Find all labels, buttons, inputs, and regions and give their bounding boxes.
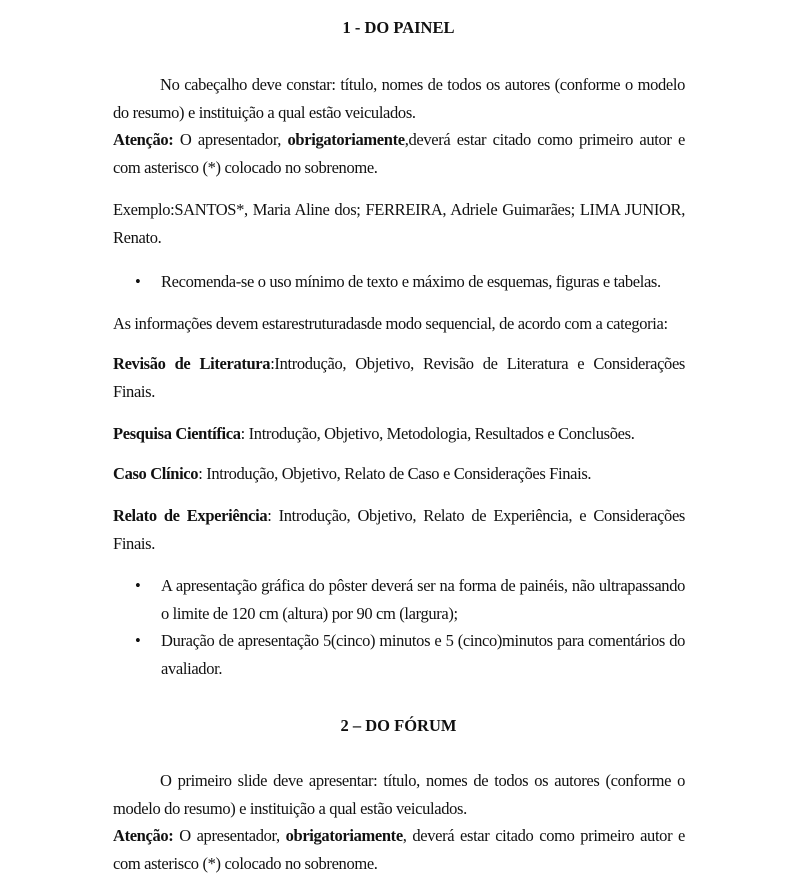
category-text: : Introdução, Objetivo, Relato de Caso e Considerações Finais. bbox=[198, 464, 592, 483]
section-2-title: 2 – DO FÓRUM bbox=[340, 716, 457, 735]
intro-paragraph: No cabeçalho deve constar: título, nomes de todos os autores (conforme o modelo do resumo) e instituição a qual estão veiculados. bbox=[113, 75, 685, 122]
intro-paragraph: O primeiro slide deve apresentar: título, nomes de todos os autores (conforme o modelo do resumo) e instituição a qual estão veiculados. bbox=[113, 771, 685, 818]
attention-text: O apresentador, bbox=[173, 130, 288, 150]
category-label: Caso Clínico bbox=[113, 464, 199, 483]
category-label: Relato de Experiência bbox=[113, 506, 268, 525]
category-text: : Introdução, Objetivo, Metodologia, Resultados e Conclusões. bbox=[240, 424, 635, 443]
section-1-intro bbox=[113, 71, 685, 181]
category-relato bbox=[113, 502, 685, 557]
attention-text: , deverá estar citado como primeiro autor e com asterisco (*) colocado no sobrenome. bbox=[113, 826, 685, 873]
bullet-item: • A apresentação gráfica do pôster deverá ser na forma de painéis, não ultrapassando o limite de 120 cm (altura) por 90 cm (largura); bbox=[113, 572, 685, 627]
bullet-item: • Duração de apresentação 5(cinco) minutos e 5 (cinco)minutos para comentários do avaliador. bbox=[113, 627, 685, 682]
attention-text: O apresentador, bbox=[173, 826, 286, 846]
bullet-list bbox=[113, 572, 685, 682]
attention-bold: obrigatoriamente bbox=[285, 826, 403, 846]
category-revisao bbox=[113, 350, 685, 405]
bullet-item: • Recomenda-se o uso mínimo de texto e máximo de esquemas, figuras e tabelas. bbox=[113, 268, 733, 296]
attention-label: Atenção: bbox=[113, 130, 174, 150]
category-caso bbox=[113, 460, 685, 488]
category-label: Revisão de Literatura bbox=[113, 354, 271, 373]
attention-text: ,deverá estar citado como primeiro autor e com asterisco (*) colocado no sobrenome. bbox=[113, 130, 685, 177]
section-2-intro bbox=[113, 767, 685, 877]
attention-bold: obrigatoriamente bbox=[287, 130, 405, 150]
attention-label: Atenção: bbox=[113, 826, 174, 846]
attention-paragraph bbox=[113, 126, 685, 181]
category-text: : Introdução, Objetivo, Relato de Experiência, e Considerações Finais. bbox=[113, 506, 685, 553]
category-label: Pesquisa Científica bbox=[113, 424, 241, 443]
info-paragraph: As informações devem estarestruturadasde modo sequencial, de acordo com a categoria: bbox=[113, 314, 668, 333]
example-paragraph: Exemplo:SANTOS*, Maria Aline dos; FERREIRA, Adriele Guimarães; LIMA JUNIOR, Renato. bbox=[113, 200, 685, 247]
category-text: :Introdução, Objetivo, Revisão de Literatura e Considerações Finais. bbox=[113, 354, 685, 401]
section-1-title: 1 - DO PAINEL bbox=[342, 18, 455, 37]
category-pesquisa bbox=[113, 420, 685, 448]
attention-paragraph bbox=[113, 822, 685, 877]
